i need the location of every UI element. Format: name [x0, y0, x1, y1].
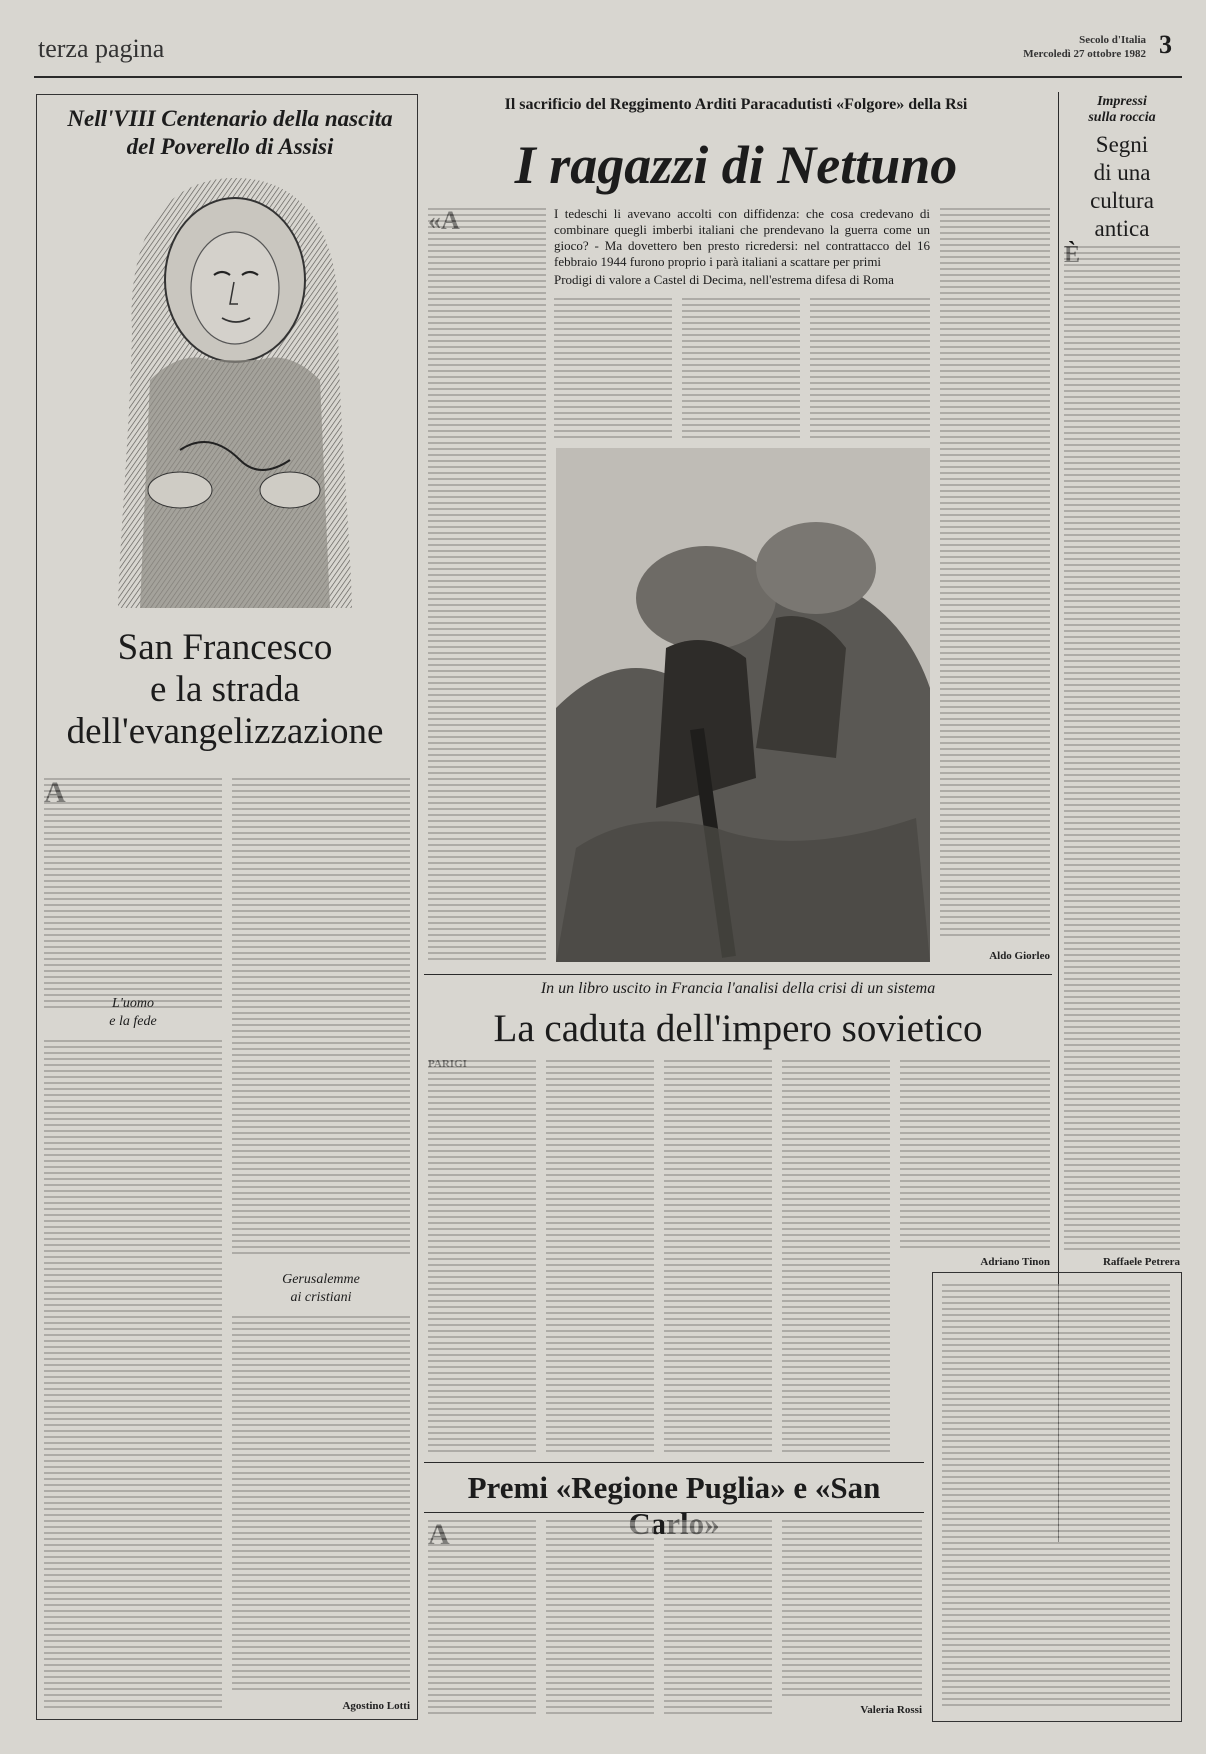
sovietico-body-col3: [664, 1060, 772, 1456]
rocce-title-line1: Segni: [1095, 132, 1149, 157]
masthead-rule: [34, 76, 1182, 78]
san-francesco-body-col2b: [232, 1316, 410, 1694]
rocce-title-line4: antica: [1094, 216, 1150, 241]
nettuno-body-col2: [554, 298, 672, 438]
sovietico-body-col2: [546, 1060, 654, 1456]
sovietico-body-col4: [782, 1060, 890, 1456]
premi-body-col4: [782, 1520, 922, 1700]
sovietico-body-col1: [428, 1060, 536, 1456]
section-label: terza pagina: [38, 34, 165, 63]
centenario-kicker-line1: Nell'VIII Centenario della nascita: [67, 106, 393, 131]
premi-author: Valeria Rossi: [860, 1704, 922, 1716]
rocce-title-line2: di una: [1093, 160, 1151, 185]
paper-name: Secolo d'Italia: [1079, 34, 1146, 46]
centenario-kicker-line2: del Poverello di Assisi: [126, 134, 334, 159]
san-francesco-sub2-line1: Gerusalemme: [282, 1272, 360, 1287]
issue-date: Mercoledì 27 ottobre 1982: [1023, 48, 1146, 60]
nettuno-body-col3: [682, 298, 800, 438]
sovietico-author: Adriano Tinon: [980, 1256, 1050, 1268]
rocce-title-line3: cultura: [1090, 188, 1154, 213]
premi-body-col3: [664, 1520, 772, 1716]
nettuno-author: Aldo Giorleo: [989, 950, 1050, 962]
nettuno-body-col4: [810, 298, 930, 438]
premi-body-col2: [546, 1520, 654, 1716]
premi-body-col1: [428, 1520, 536, 1716]
nettuno-body-col1: [428, 208, 546, 962]
rocce-kicker-line1: Impressi: [1097, 94, 1147, 109]
rocce-author: Raffaele Petrera: [1102, 1256, 1180, 1268]
nettuno-title: I ragazzi di Nettuno: [514, 135, 958, 195]
sovietico-top-rule: [424, 974, 1052, 975]
sovietico-kicker: In un libro uscito in Francia l'analisi della crisi di un sistema: [540, 980, 936, 997]
san-francesco-body-col2a: [232, 778, 410, 1258]
rocce-kicker-line2: sulla roccia: [1088, 110, 1156, 125]
saint-francis-portrait: [110, 170, 360, 610]
page-number: 3: [1159, 30, 1172, 59]
san-francesco-body-col1a: [44, 778, 222, 1008]
sovietico-body-col5: [900, 1060, 1050, 1250]
rocce-body: [1064, 246, 1180, 1250]
note-box-text: [942, 1284, 1170, 1708]
premi-top-rule: [424, 1462, 924, 1463]
premi-title-rule: [424, 1512, 924, 1513]
paratroopers-photo: [556, 448, 930, 962]
sovietico-title: La caduta dell'impero sovietico: [493, 1007, 983, 1050]
san-francesco-title-line3: dell'evangelizzazione: [66, 711, 384, 752]
san-francesco-title-line2: e la strada: [150, 669, 300, 710]
nettuno-lead: I tedeschi li avevano accolti con diffidenza: che cosa credevano di combinare quegli imberbi italiani che prendevano la guerra come un gioco? - Ma dovettero ben presto ricredersi: nel contrattacco del 16 febbraio 1944 furono proprio i parà italiani a scattare per primi: [554, 206, 930, 269]
san-francesco-body-col1b: [44, 1040, 222, 1710]
san-francesco-sub1-line2: e la fede: [109, 1014, 157, 1029]
san-francesco-sub2-line2: ai cristiani: [290, 1290, 352, 1305]
nettuno-body-col5: [940, 208, 1050, 938]
san-francesco-title-line1: San Francesco: [117, 627, 333, 668]
san-francesco-author: Agostino Lotti: [342, 1700, 410, 1712]
nettuno-kicker: Il sacrificio del Reggimento Arditi Paracadutisti «Folgore» della Rsi: [504, 96, 968, 113]
premi-title: Premi «Regione Puglia» e «San: [467, 1470, 881, 1505]
nettuno-lead-2: Prodigi di valore a Castel di Decima, nell'estrema difesa di Roma: [554, 272, 894, 287]
san-francesco-sub1-line1: L'uomo: [112, 996, 154, 1011]
